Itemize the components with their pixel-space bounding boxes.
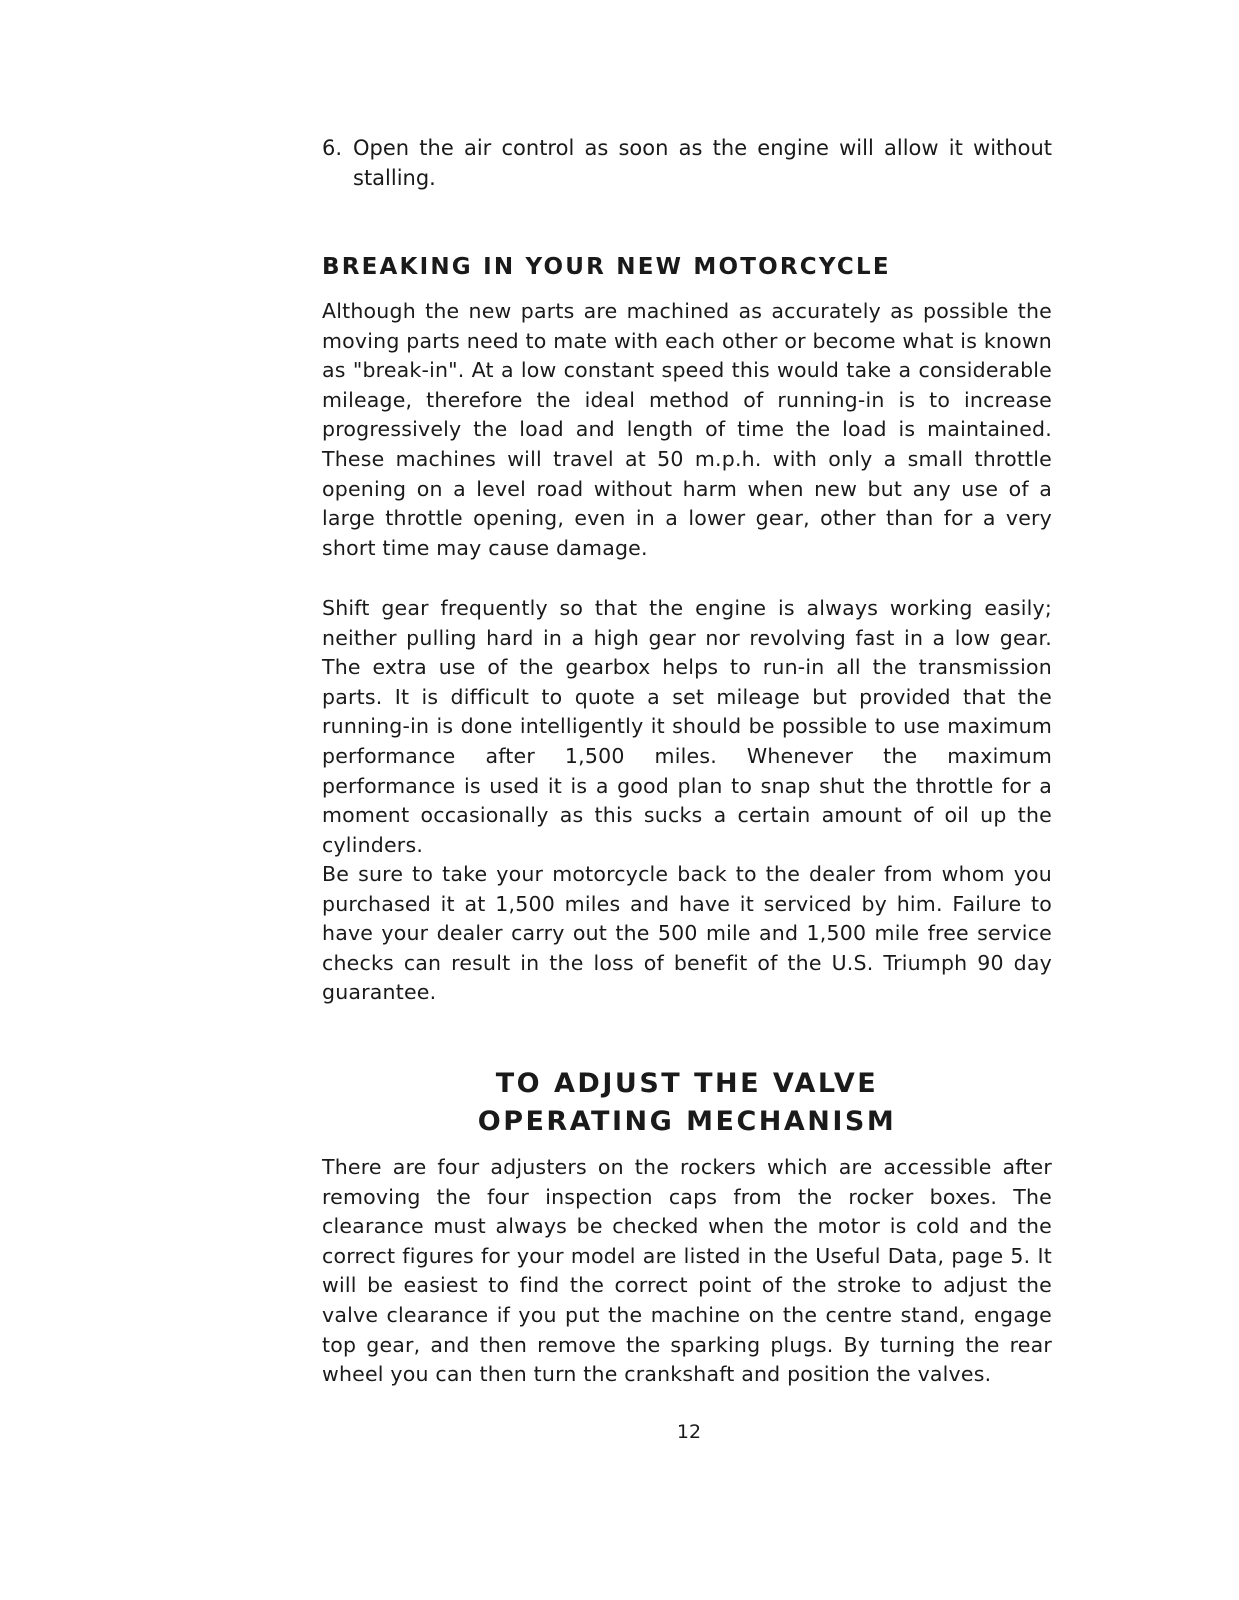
section-heading-breaking-in: BREAKING IN YOUR NEW MOTORCYCLE [322, 254, 891, 280]
page-number: 12 [676, 1421, 702, 1443]
main-heading-line-2: OPERATING MECHANISM [477, 1106, 897, 1137]
list-item-text: Open the air control as soon as the engine will allow it without stalling. [353, 136, 1052, 190]
list-item-6 [322, 133, 1052, 193]
paragraph-break-in-intro: Although the new parts are machined as accurately as possible the moving parts need to mate with each other or become what is known as "break-in". At a low constant speed this would take a considerable mileage, therefore the ideal method of running-in is to increase progressively the load and length of time the load is maintained. These machines will travel at 50 m.p.h. with only a small throttle opening on a level road without harm when new but any use of a large throttle opening, even in a lower gear, other than for a very short time may cause damage. [322, 299, 1052, 560]
list-item-number: 6. [322, 136, 343, 160]
paragraph-valve-adjusters: There are four adjusters on the rockers which are accessible after removing the four inspection caps from the rocker boxes. The clearance must always be checked when the motor is cold and the correct figures for your model are listed in the Useful Data, page 5. It will be easiest to find the correct point of the stroke to adjust the valve clearance if you put the machine on the centre stand, engage top gear, and then remove the sparking plugs. By turning the rear wheel you can then turn the crankshaft and position the valves. [322, 1155, 1052, 1387]
paragraph-dealer-service: Be sure to take your motorcycle back to the dealer from whom you purchased it at 1,500 miles and have it serviced by him. Failure to have your dealer carry out the 500 mile and 1,500 mile free service checks can result in the loss of benefit of the U.S. Triumph 90 day guarantee. [322, 862, 1052, 1005]
main-heading-line-1: TO ADJUST THE VALVE [495, 1068, 879, 1099]
paragraph-shift-gear: Shift gear frequently so that the engine is always working easily; neither pulling hard in a high gear nor revolving fast in a low gear. The extra use of the gearbox helps to run-in all the transmission parts. It is difficult to quote a set mileage but provided that the running-in is done intelligently it should be possible to use maximum performance after 1,500 miles. Whenever the maximum performance is used it is a good plan to snap shut the throttle for a moment occasionally as this sucks a certain amount of oil up the cylinders. [322, 596, 1052, 857]
main-heading-valve-adjust [322, 1065, 1052, 1141]
